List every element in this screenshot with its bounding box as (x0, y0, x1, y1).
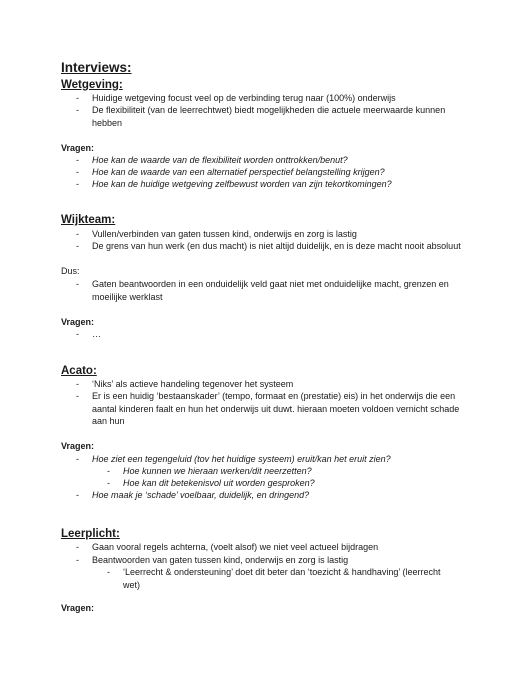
list-item: - Hoe kan de huidige wetgeving zelfbewust worden van zijn tekortkomingen? (76, 179, 392, 189)
section-heading-acato: Acato: (61, 365, 97, 377)
sub-list-item: - Hoe kunnen we hieraan werken/dit neerzetten? (107, 466, 312, 476)
list-item: - Huidige wetgeving focust veel op de verbinding terug naar (100%) onderwijs (76, 93, 396, 103)
section-heading-leerplicht: Leerplicht: (61, 528, 120, 540)
sub-list-item: - Hoe kan dit betekenisvol uit worden gesproken? (107, 478, 315, 488)
sub-list-item: - ‘Leerrecht & ondersteuning’ doet dit beter dan ‘toezicht & handhaving’ (leerrecht wet) (107, 567, 441, 590)
bullet-dash: - (76, 105, 79, 115)
list-item: - De grens van hun werk (en dus macht) is niet altijd duidelijk, en is deze macht nooit absoluut (76, 241, 461, 251)
list-item: - ‘Niks’ als actieve handeling tegenover het systeem (76, 379, 294, 389)
list-item: - Hoe ziet een tegengeluid (tov het huidige systeem) eruit/kan het eruit zien? (76, 454, 391, 464)
list-item: - Hoe kan de waarde van de flexibiliteit worden onttrokken/benut? (76, 155, 348, 165)
bullet-dash: - (107, 567, 110, 577)
list-item: - … (76, 329, 101, 339)
bullet-dash: - (76, 379, 79, 389)
bullet-dash: - (76, 555, 79, 565)
dus-label: Dus: (61, 266, 80, 276)
bullet-dash: - (76, 329, 79, 339)
list-item: - Gaan vooral regels achterna, (voelt alsof) we niet veel actueel bijdragen (76, 542, 379, 552)
vragen-label: Vragen: (61, 317, 95, 327)
list-item: - Hoe kan de waarde van een alternatief perspectief belangstelling krijgen? (76, 167, 385, 177)
bullet-dash: - (76, 155, 79, 165)
bullet-dash: - (76, 93, 79, 103)
bullet-dash: - (107, 466, 110, 476)
list-item: - Beantwoorden van gaten tussen kind, onderwijs en zorg is lastig (76, 555, 349, 565)
section-heading-wetgeving: Wetgeving: (61, 79, 123, 91)
bullet-dash: - (76, 229, 79, 239)
bullet-dash: - (76, 241, 79, 251)
bullet-dash: - (76, 454, 79, 464)
section-heading-wijkteam: Wijkteam: (61, 214, 116, 226)
list-item: - De flexibiliteit (van de leerrechtwet) biedt mogelijkheden die actuele meerwaarde kunnen hebben (76, 105, 446, 128)
bullet-dash: - (76, 391, 79, 401)
list-item: - Vullen/verbinden van gaten tussen kind, onderwijs en zorg is lastig (76, 229, 357, 239)
bullet-dash: - (76, 279, 79, 289)
bullet-dash: - (76, 542, 79, 552)
bullet-dash: - (76, 167, 79, 177)
bullet-dash: - (76, 490, 79, 500)
list-item: - Hoe maak je ‘schade’ voelbaar, duidelijk, en dringend? (76, 490, 310, 500)
bullet-dash: - (107, 478, 110, 488)
list-item: - Er is een huidig ‘bestaanskader’ (tempo, formaat en (prestatie) eis) in het onderwijs die een aantal kinderen faalt en hun het onderwijs uit duwt. hieraan moeten voldoen vernicht schade aan hun (76, 391, 460, 426)
vragen-label: Vragen: (61, 441, 95, 451)
page-title: Interviews: (61, 60, 132, 75)
list-item: - Gaten beantwoorden in een onduidelijk veld gaat niet met onduidelijke macht, grenzen en moeilijke werklast (76, 279, 449, 302)
vragen-label: Vragen: (61, 603, 95, 613)
vragen-label: Vragen: (61, 143, 95, 153)
bullet-dash: - (76, 179, 79, 189)
